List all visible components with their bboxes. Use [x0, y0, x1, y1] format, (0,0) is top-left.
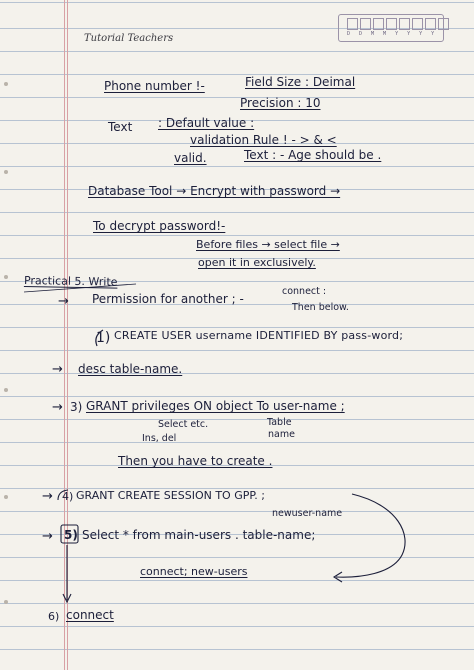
database-tool-line: Database Tool → Encrypt with password → [88, 184, 341, 198]
step-1-circle [96, 330, 103, 346]
then-create-line: Then you have to create . [118, 454, 273, 468]
valid-text-line: Text : - Age should be . [244, 148, 382, 162]
step-4-grant-session: GRANT CREATE SESSION TO GPP. ; [76, 489, 265, 502]
step-5-select: Select * from main-users . table-name; [82, 528, 316, 542]
step-3-grant: GRANT privileges ON object To user-name ; [86, 399, 345, 413]
then-below-label: Then below. [292, 302, 349, 313]
practical-underline [24, 284, 136, 292]
precision-line: Precision : 10 [240, 96, 321, 110]
notebook-brand-title: Tutorial Teachers [84, 33, 174, 44]
step-5-box [61, 525, 78, 543]
step-1-number: 1) [96, 330, 111, 346]
valid-label: valid. [174, 151, 207, 165]
step-6-connect: connect [66, 608, 114, 622]
decrypt-line: To decrypt password!- [93, 219, 226, 233]
permission-line: Permission for another ; - [92, 292, 244, 306]
step-5-number: 5) [64, 528, 78, 542]
validation-rule-line: validation Rule ! - > & < [190, 133, 337, 147]
step-3-number: 3) [70, 400, 83, 414]
before-files-line: Before files → select file → [196, 238, 340, 251]
default-value-line: : Default value : [158, 116, 255, 130]
arrow-icon: → [52, 400, 63, 415]
desc-table-line: desc table-name. [78, 362, 183, 376]
phone-number-line: Phone number !- [104, 79, 205, 93]
practical-heading: Practical 5. Write [23, 274, 118, 289]
date-label: D D M M Y Y Y Y [347, 31, 438, 37]
ins-del-note: Ins, del [142, 433, 177, 444]
name-note: name [268, 429, 295, 440]
loop-arrow-curve [336, 494, 405, 577]
connect-new-users: connect; new-users [140, 565, 248, 578]
open-it-line: open it in exclusively. [198, 256, 316, 269]
step-1-create-user: CREATE USER username IDENTIFIED BY pass-word; [114, 329, 404, 342]
select-etc-note: Select etc. [158, 419, 209, 430]
step-4-number: 4) [62, 490, 74, 503]
arrow-icon: → [42, 489, 53, 504]
field-size-line: Field Size : Deimal [245, 75, 356, 89]
connect-label: connect : [282, 286, 327, 297]
arrow-icon: → [52, 362, 63, 377]
table-note: Table [267, 417, 292, 428]
newuser-note: newuser-name [272, 508, 343, 519]
arrow-icon: → [58, 294, 69, 309]
arrow-icon: → [42, 529, 53, 544]
step-6-number: 6) [48, 610, 60, 623]
text-label: Text [108, 120, 133, 134]
step-4-circle [58, 490, 68, 500]
